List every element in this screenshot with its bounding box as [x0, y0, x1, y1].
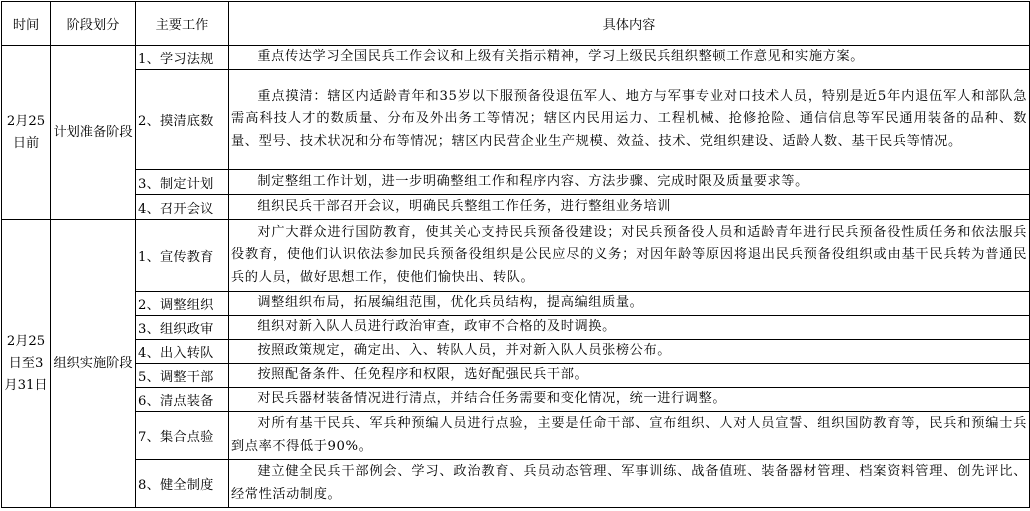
table-row	[2, 340, 1030, 364]
content-text: 按照配备条件、任免程序和权限，选好配强民兵干部。	[257, 367, 589, 383]
section-phase: 计划准备阶段	[51, 46, 136, 220]
work-item: 3、制定计划	[136, 170, 229, 195]
work-content	[229, 195, 1030, 220]
content-text: 组织民兵干部召开会议，明确民兵整组工作任务，进行整组业务培训	[257, 198, 672, 214]
content-text: 对民兵器材装备情况进行清点，并结合任务需要和变化情况，统一进行调整。	[257, 391, 727, 407]
work-content	[229, 170, 1030, 195]
work-content	[229, 316, 1030, 340]
work-item: 1、宣传教育	[136, 220, 229, 292]
work-item: 3、组织政审	[136, 316, 229, 340]
work-item: 7、集合点验	[136, 412, 229, 460]
work-item: 4、出入转队	[136, 340, 229, 364]
work-content	[229, 412, 1030, 460]
work-content	[229, 220, 1030, 292]
section-time: 2月25日前	[2, 46, 51, 220]
table-row	[2, 388, 1030, 412]
work-content	[229, 46, 1030, 70]
work-content	[229, 364, 1030, 388]
work-item: 5、调整干部	[136, 364, 229, 388]
work-content	[229, 388, 1030, 412]
work-plan-table	[1, 1, 1030, 508]
header-phase: 阶段划分	[51, 2, 136, 46]
work-content	[229, 340, 1030, 364]
table-row	[2, 292, 1030, 316]
header-work: 主要工作	[136, 2, 229, 46]
table-row	[2, 316, 1030, 340]
table-row	[2, 460, 1030, 508]
table-row	[2, 220, 1030, 292]
content-text: 组织对新入队人员进行政治审查，政审不合格的及时调换。	[257, 319, 616, 335]
content-text: 按照政策规定，确定出、入、转队人员，并对新入队人员张榜公布。	[257, 343, 672, 359]
section-time: 2月25日至3月31日	[2, 220, 51, 508]
work-item: 4、召开会议	[136, 195, 229, 220]
header-row	[2, 2, 1030, 46]
content-text: 制定整组工作计划，进一步明确整组工作和程序内容、方法步骤、完成时限及质量要求等。	[257, 173, 809, 189]
table-row	[2, 70, 1030, 170]
content-text: 对所有基干民兵、军兵种预编人员进行点验，主要是任命干部、宣布组织、人对人员宣誓、组织国防教育等，民兵和预编士兵到点率不得低于90%。	[231, 416, 1027, 454]
work-item: 2、调整组织	[136, 292, 229, 316]
header-time: 时间	[2, 2, 51, 46]
work-content	[229, 460, 1030, 508]
content-text: 重点传达学习全国民兵工作会议和上级有关指示精神，学习上级民兵组织整顿工作意见和实施方案。	[257, 49, 865, 65]
section-phase: 组织实施阶段	[51, 220, 136, 508]
work-content	[229, 70, 1030, 170]
table-row	[2, 412, 1030, 460]
work-item: 2、摸清底数	[136, 70, 229, 170]
work-item: 6、清点装备	[136, 388, 229, 412]
table-row	[2, 170, 1030, 195]
work-content	[229, 292, 1030, 316]
table-row	[2, 195, 1030, 220]
work-item: 8、健全制度	[136, 460, 229, 508]
content-text: 建立健全民兵干部例会、学习、政治教育、兵员动态管理、军事训练、战备值班、装备器材管理、档案资料管理、创先评比、经常性活动制度。	[231, 464, 1027, 502]
content-text: 对广大群众进行国防教育，使其关心支持民兵预备役建设；对民兵预备役人员和适龄青年进行民兵预备役性质任务和依法服兵役教育，使他们认识依法参加民兵预备役组织是公民应尽的义务；对因年龄等原因将退出民兵预备役组织或由基干民兵转为普通民兵的人员，做好思想工作，使他们愉快出、转队。	[231, 224, 1027, 285]
content-text: 重点摸清：辖区内适龄青年和35岁以下服预备役退伍军人、地方与军事专业对口技术人员，特别是近5年内退伍军人和部队急需高科技人才的数质量、分布及外出务工等情况；辖区内民用运力、工程机械、抢修抢险、通信信息等军民通用装备的品种、数量、型号、技术状况和分布等情况；辖区内民营企业生产规模、效益、技术、党组织建设、适龄人数、基干民兵等情况。	[231, 88, 1027, 149]
table-row	[2, 364, 1030, 388]
header-content: 具体内容	[229, 2, 1030, 46]
work-item: 1、学习法规	[136, 46, 229, 70]
content-text: 调整组织布局，拓展编组范围，优化兵员结构，提高编组质量。	[257, 295, 644, 311]
table-row	[2, 46, 1030, 70]
